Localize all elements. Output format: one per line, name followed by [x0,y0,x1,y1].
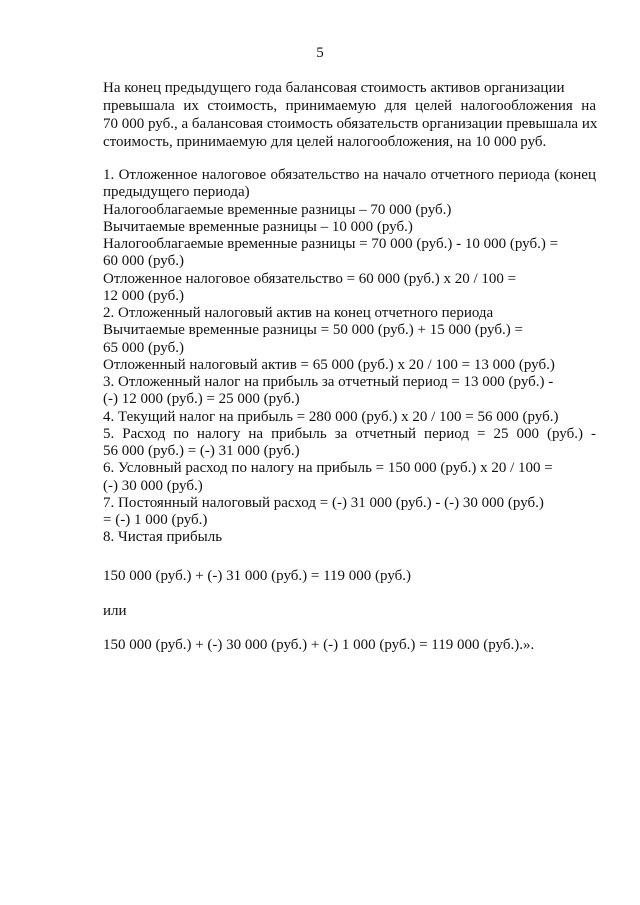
calc-line: предыдущего периода) [103,184,250,201]
calculation-block [103,167,596,547]
calc-line: 4. Текущий налог на прибыль = 280 000 (руб.) х 20 / 100 = 56 000 (руб.) [103,408,559,425]
calc-line: 60 000 (руб.) [103,253,184,270]
calc-line: 6. Условный расход по налогу на прибыль = 150 000 (руб.) х 20 / 100 = [103,460,553,477]
page-number: 5 [316,45,324,61]
calc-line: 56 000 (руб.) = (-) 31 000 (руб.) [103,443,300,459]
calc-line: 5. Расход по налогу на прибыль за отчетный период = 25 000 (руб.) - [103,425,596,442]
calc-line: Отложенный налоговый актив = 65 000 (руб.) х 20 / 100 = 13 000 (руб.) [103,356,555,373]
calc-line: 65 000 (руб.) [103,339,184,356]
calc-line: (-) 30 000 (руб.) [103,477,203,494]
calc-line: 7. Постоянный налоговый расход = (-) 31 000 (руб.) - (-) 30 000 (руб.) [103,494,544,511]
or-word: или [103,603,127,619]
calc-line: 12 000 (руб.) [103,287,184,304]
result-line-2: 150 000 (руб.) + (-) 30 000 (руб.) + (-) 1 000 (руб.) = 119 000 (руб.).». [103,637,535,653]
intro-line: На конец предыдущего года балансовая стоимость активов организации [103,80,565,96]
calc-line: 1. Отложенное налоговое обязательство на начало отчетного периода (конец [103,167,596,183]
calc-line: Налогооблагаемые временные разницы – 70 000 (руб.) [103,201,452,218]
calc-line: Налогооблагаемые временные разницы = 70 000 (руб.) - 10 000 (руб.) = [103,236,559,252]
calc-line: 8. Чистая прибыль [103,529,223,546]
calc-line: Вычитаемые временные разницы = 50 000 (руб.) + 15 000 (руб.) = [103,322,523,339]
calc-line: 3. Отложенный налог на прибыль за отчетный период = 13 000 (руб.) - [103,374,554,390]
calc-line: (-) 12 000 (руб.) = 25 000 (руб.) [103,391,300,408]
calc-line: Вычитаемые временные разницы – 10 000 (руб.) [103,218,413,235]
calc-line: 2. Отложенный налоговый актив на конец отчетного периода [103,305,494,321]
intro-line: превышала их стоимость, принимаемую для целей налогообложения на [103,98,596,114]
result-line-1: 150 000 (руб.) + (-) 31 000 (руб.) = 119 000 (руб.) [103,568,412,584]
intro-paragraph [103,79,596,151]
intro-line: стоимость, принимаемую для целей налогообложения, на 10 000 руб. [103,134,547,150]
intro-line: 70 000 руб., а балансовая стоимость обязательств организации превышала их [103,116,598,132]
calc-line: Отложенное налоговое обязательство = 60 000 (руб.) х 20 / 100 = [103,270,517,287]
calc-line: = (-) 1 000 (руб.) [103,512,208,528]
